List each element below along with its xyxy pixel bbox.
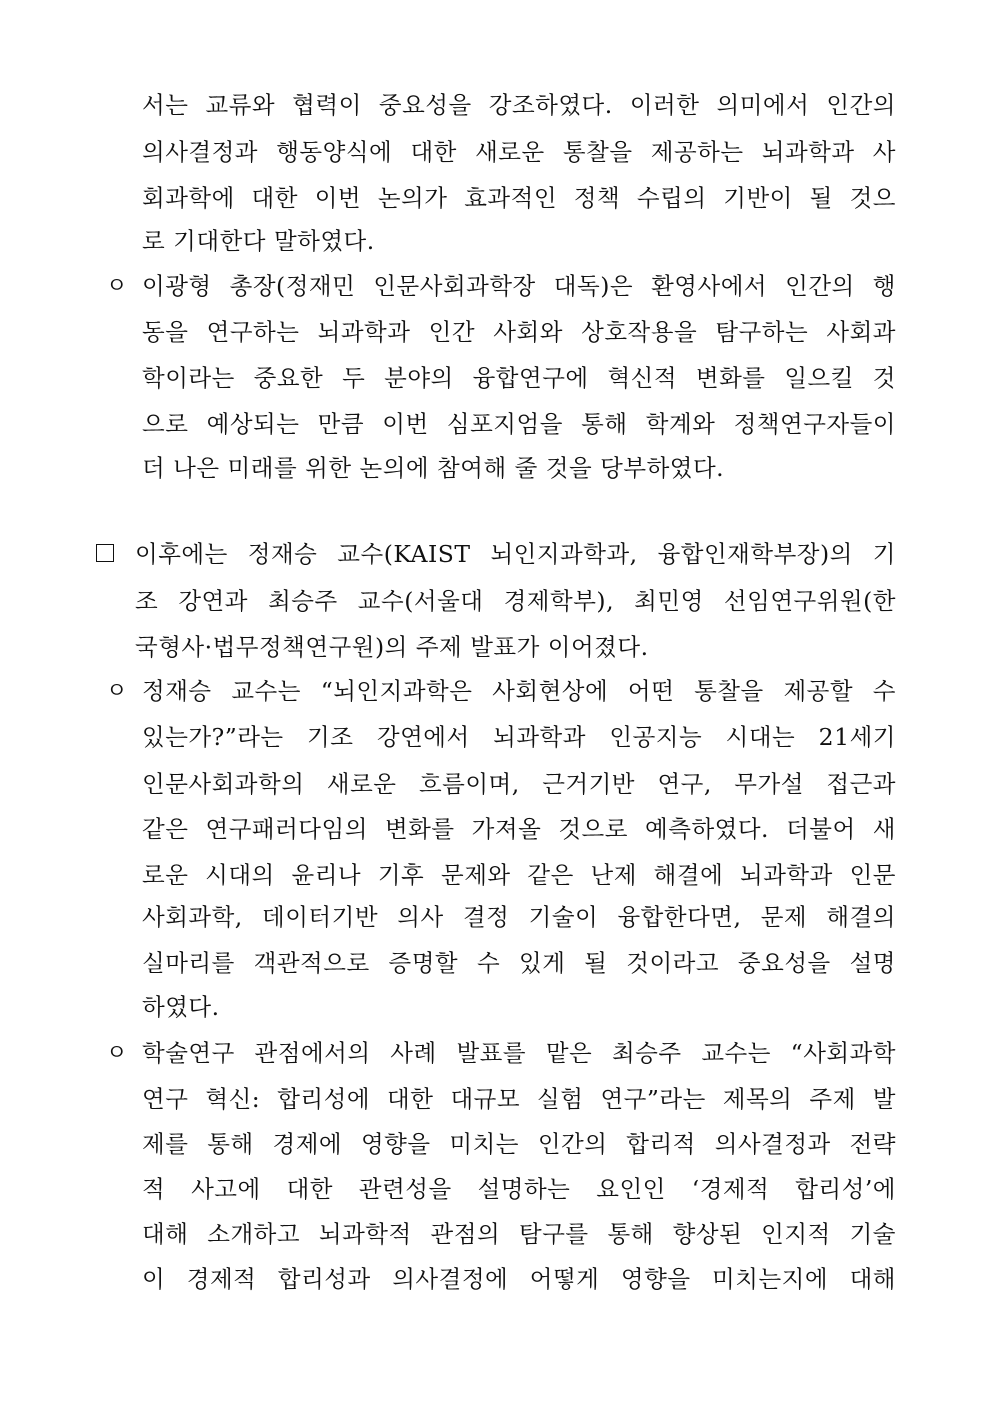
text-line: 하였다. — [142, 993, 220, 1021]
text-line: 있는가?”라는 기조 강연에서 뇌과학과 인공지능 시대는 21세기 — [142, 723, 896, 751]
text-line: 으로 예상되는 만큼 이번 심포지엄을 통해 학계와 정책연구자들이 — [142, 410, 896, 438]
text-line: 대해 소개하고 뇌과학적 관점의 탐구를 통해 향상된 인지적 기술 — [142, 1220, 896, 1248]
circle-bullet-icon: ㅇ — [106, 1041, 128, 1066]
text-line: 연구 혁신: 합리성에 대한 대규모 실험 연구”라는 제목의 주제 발 — [142, 1085, 896, 1113]
text-line: 조 강연과 최승주 교수(서울대 경제학부), 최민영 선임연구위원(한 — [135, 587, 896, 615]
text-line: 학이라는 중요한 두 분야의 융합연구에 혁신적 변화를 일으킬 것 — [142, 364, 896, 392]
text-line: 로운 시대의 윤리나 기후 문제와 같은 난제 해결에 뇌과학과 인문 — [142, 861, 896, 889]
text-line: 적 사고에 대한 관련성을 설명하는 요인인 ‘경제적 합리성’에 — [142, 1175, 896, 1203]
text-line: 이후에는 정재승 교수(KAIST 뇌인지과학과, 융합인재학부장)의 기 — [135, 540, 896, 568]
text-line: 제를 통해 경제에 영향을 미치는 인간의 합리적 의사결정과 전략 — [142, 1130, 896, 1158]
text-line: 정재승 교수는 “뇌인지과학은 사회현상에 어떤 통찰을 제공할 수 — [142, 677, 896, 705]
text-line: 더 나은 미래를 위한 논의에 참여해 줄 것을 당부하였다. — [142, 454, 725, 482]
text-line: 인문사회과학의 새로운 흐름이며, 근거기반 연구, 무가설 접근과 — [142, 770, 896, 798]
text-line: 국형사·법무정책연구원)의 주제 발표가 이어졌다. — [135, 633, 649, 661]
circle-bullet-icon: ㅇ — [106, 679, 128, 704]
text-line: 이 경제적 합리성과 의사결정에 어떻게 영향을 미치는지에 대해 — [142, 1265, 896, 1293]
text-line: 같은 연구패러다임의 변화를 가져올 것으로 예측하였다. 더불어 새 — [142, 815, 896, 843]
text-line: 동을 연구하는 뇌과학과 인간 사회와 상호작용을 탐구하는 사회과 — [142, 318, 896, 346]
text-line: 이광형 총장(정재민 인문사회과학장 대독)은 환영사에서 인간의 행 — [142, 272, 896, 300]
text-line: 로 기대한다 말하였다. — [142, 227, 375, 255]
text-line: 의사결정과 행동양식에 대한 새로운 통찰을 제공하는 뇌과학과 사 — [142, 138, 896, 166]
text-line: 서는 교류와 협력이 중요성을 강조하였다. 이러한 의미에서 인간의 — [142, 91, 896, 119]
circle-bullet-icon: ㅇ — [106, 274, 128, 299]
text-line: 실마리를 객관적으로 증명할 수 있게 될 것이라고 중요성을 설명 — [142, 949, 896, 977]
text-line: 학술연구 관점에서의 사례 발표를 맡은 최승주 교수는 “사회과학 — [142, 1039, 896, 1067]
text-line: 사회과학, 데이터기반 의사 결정 기술이 융합한다면, 문제 해결의 — [142, 903, 896, 931]
text-line: 회과학에 대한 이번 논의가 효과적인 정책 수립의 기반이 될 것으 — [142, 184, 896, 212]
square-bullet-icon — [94, 531, 116, 578]
